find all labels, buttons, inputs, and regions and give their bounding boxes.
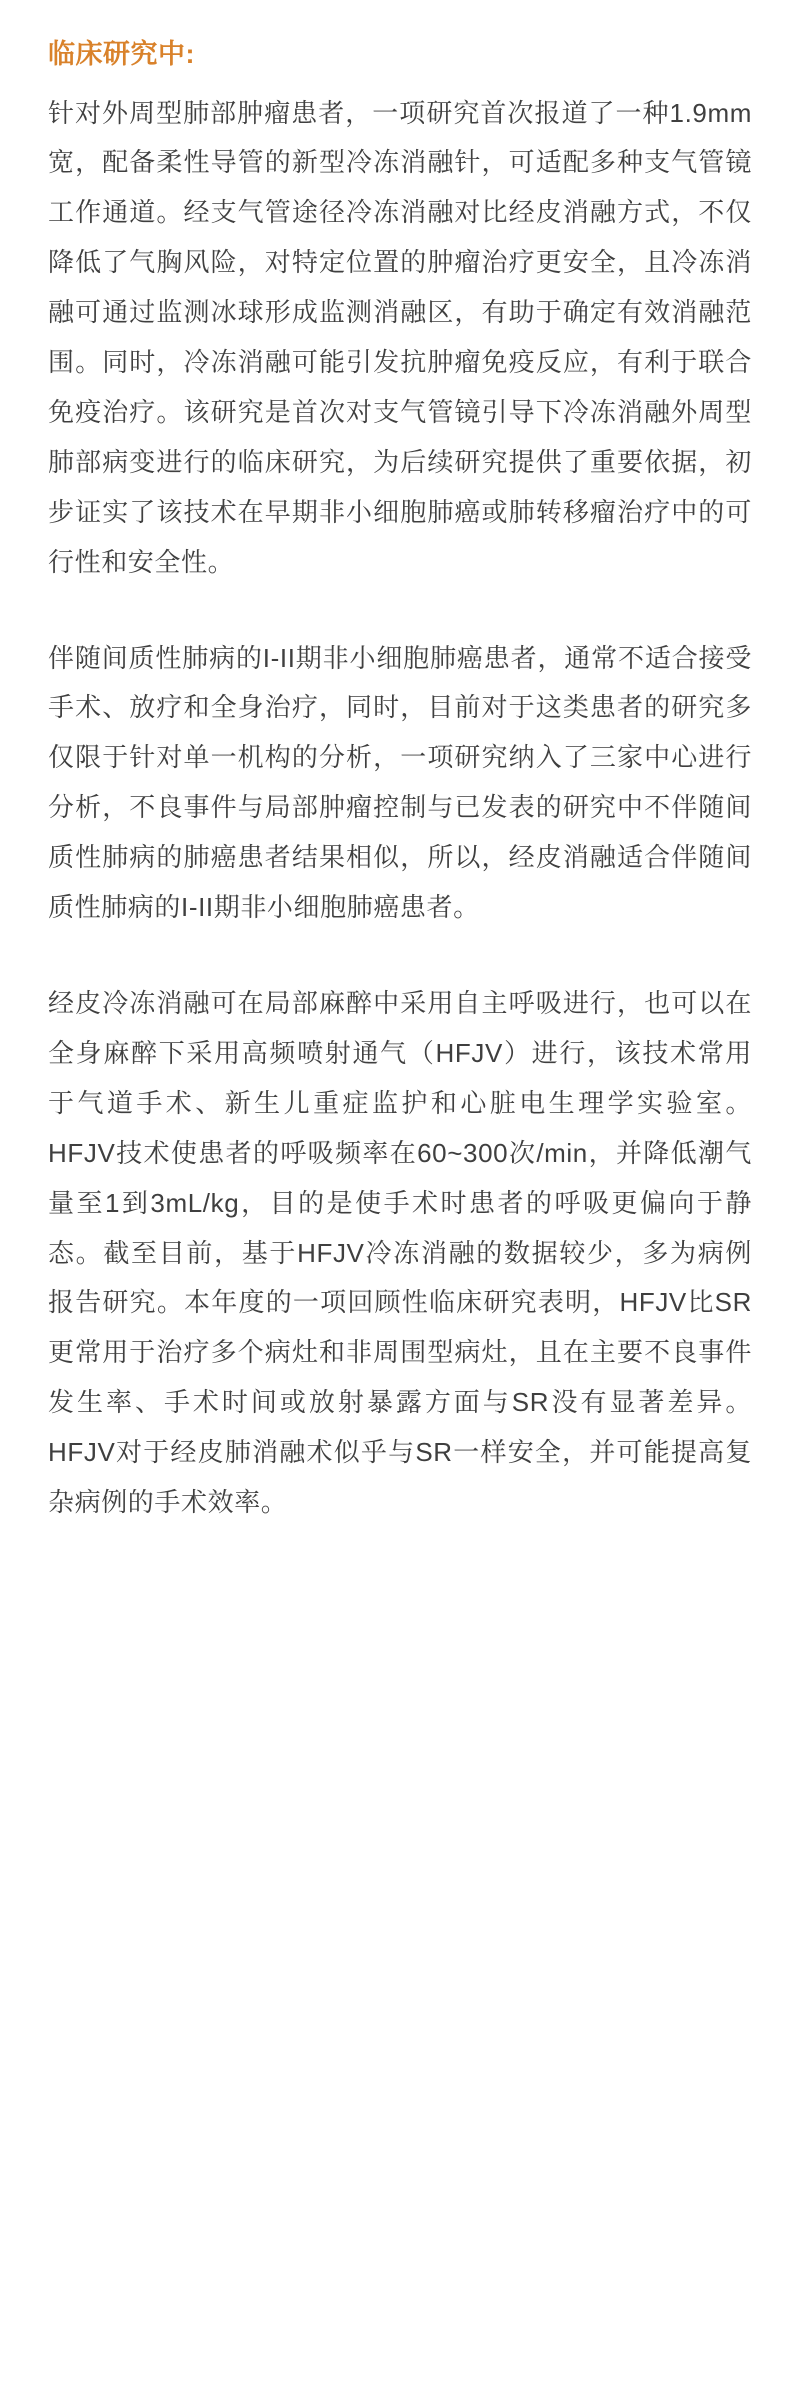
paragraph-3: 经皮冷冻消融可在局部麻醉中采用自主呼吸进行，也可以在全身麻醉下采用高频喷射通气（HFJV）进行，该技术常用于气道手术、新生儿重症监护和心脏电生理学实验室。HFJV技术使患者的呼吸频率在60~300次/min，并降低潮气量至1到3mL/kg，目的是使手术时患者的呼吸更偏向于静态。截至目前，基于HFJV冷冻消融的数据较少，多为病例报告研究。本年度的一项回顾性临床研究表明，HFJV比SR更常用于治疗多个病灶和非周围型病灶，且在主要不良事件发生率、手术时间或放射暴露方面与SR没有显著差异。HFJV对于经皮肺消融术似乎与SR一样安全，并可能提高复杂病例的手术效率。 xyxy=(48,988,752,1518)
paragraph-2: 伴随间质性肺病的I-II期非小细胞肺癌患者，通常不适合接受手术、放疗和全身治疗，同时，目前对于这类患者的研究多仅限于针对单一机构的分析，一项研究纳入了三家中心进行分析，不良事件与局部肿瘤控制与已发表的研究中不伴随间质性肺病的肺癌患者结果相似，所以，经皮消融适合伴随间质性肺病的I-II期非小细胞肺癌患者。 xyxy=(48,642,752,923)
paragraph-1: 针对外周型肺部肿瘤患者，一项研究首次报道了一种1.9mm宽，配备柔性导管的新型冷冻消融针，可适配多种支气管镜工作通道。经支气管途径冷冻消融对比经皮消融方式，不仅降低了气胸风险，对特定位置的肿瘤治疗更安全，且冷冻消融可通过监测冰球形成监测消融区，有助于确定有效消融范围。同时，冷冻消融可能引发抗肿瘤免疫反应，有利于联合免疫治疗。该研究是首次对支气管镜引导下冷冻消融外周型肺部病变进行的临床研究，为后续研究提供了重要依据，初步证实了该技术在早期非小细胞肺癌或肺转移瘤治疗中的可行性和安全性。 xyxy=(48,97,752,577)
section-heading: 临床研究中: xyxy=(48,39,195,69)
